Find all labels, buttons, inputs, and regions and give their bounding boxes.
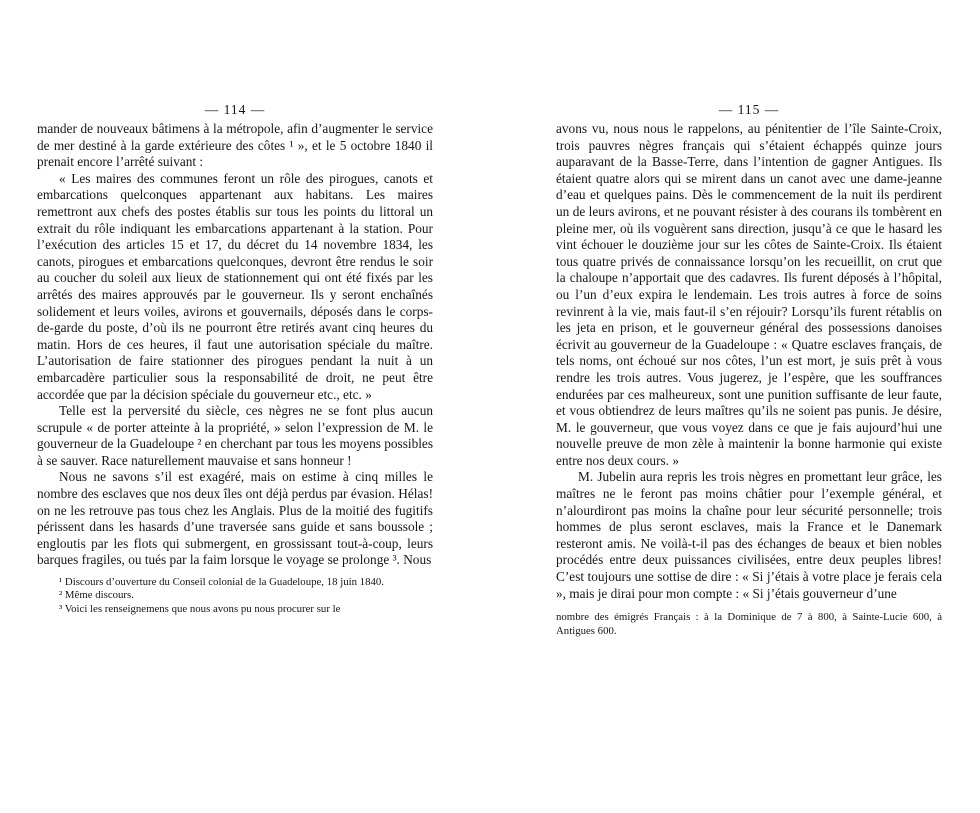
footnote: ² Même discours. (59, 589, 134, 602)
paragraph: Telle est la perversité du siècle, ces nègres ne se font plus aucun scrupule « de porter atteinte à la propriété, » selon l’expression de M. le gouverneur de la Guadeloupe ² en cherchant par tous les moyens possibles à se sauver. Race naturellement mauvaise et sans honneur ! (37, 403, 433, 468)
footnote: ¹ Discours d’ouverture du Conseil colonial de la Guadeloupe, 18 juin 1840. (59, 576, 384, 589)
right-page-body (556, 121, 942, 602)
paragraph: M. Jubelin aura repris les trois nègres en promettant leur grâce, les maîtres ne le feront pas moins châtier pour l’exemple général, et n’alourdiront pas moins la chaîne pour leur sécurité personnelle; trois hommes de plus seront esclaves, mais la France et le Danemark resteront amis. Ne voilà-t-il pas des échanges de beaux et bien nobles procédés entre deux puissances civilisées, entre deux peuples libres! C’est toujours une sottise de dire : « Si j’étais à votre place je ferais cela », mais je dirai pour mon compte : « Si j’étais gouverneur d’une (556, 469, 942, 601)
paragraph: Nous ne savons s’il est exagéré, mais on estime à cinq milles le nombre des esclaves que nos deux îles ont déjà perdus par évasion. Hélas! on ne les retrouve pas tous chez les Anglais. Plus de la moitié des fugitifs périssent dans les hasards d’une traversée sans guide et sans boussole ; engloutis par les flots qui submergent, en grossissant tout-à-coup, leurs barques fragiles, ou tués par la faim lorsque le voyage se prolonge ³. Nous (37, 469, 433, 568)
footnote: ³ Voici les renseignemens que nous avons pu nous procurer sur le (59, 602, 341, 615)
paragraph: avons vu, nous nous le rappelons, au pénitentier de l’île Sainte-Croix, trois pauvres nègres français qui s’étaient échappés quinze jours auparavant de la Basse-Terre, dans l’intention de gagner Antigues. Ils étaient quatre alors qui se mirent dans un canot avec une dame-jeanne d’eau et quelques pains. Dès le commencement de la nuit ils perdirent un de leurs avirons, et ne pouvant résister à des courans ils tombèrent en pleine mer, où ils voguèrent sans direction, jusqu’à ce que le hasard les vint échouer le douzième jour sur les côtes de Sainte-Croix. Ils étaient tous quatre privés de connaissance lorsqu’on les recueillit, on crut que la chaloupe n’apportait que des cadavres. Ils furent déposés à l’hôpital, ou l’un d’eux expira le lendemain. Les trois autres à force de soins revinrent à la vie, mais faut-il s’en réjouir? Lorsqu’ils furent rétablis on les jeta en prison, et le gouverneur général des possessions danoises écrivit au gouverneur de la Guadeloupe : « Quatre esclaves français, de tels noms, ont échoué sur nos côtes, l’un est mort, je suis prêt à vous rendre les trois autres. Vous jugerez, je l’espère, que les souffrances endurées par ces malheureux, sont une punition suffisante de leur faute, et vous obtiendrez de leurs maîtres qu’ils ne soient pas punis. Je désire, M. le gouverneur, que vous voyez dans ce que je fais aujourd’hui une nouvelle preuve de mon zèle à maintenir la bonne harmonie qui existe entre nos deux cours. » (556, 121, 942, 468)
paragraph: « Les maires des communes feront un rôle des pirogues, canots et embarcations quelconques appartenant aux habitans. Les maires remettront aux chefs des postes établis sur tous les points du littoral un extrait du rôle indiquant les embarcations appartenant à la station. Pour l’exécution des articles 15 et 17, du décret du 14 novembre 1834, les canots, pirogues et embarcations quelconques, devront être rendus le soir au coucher du soleil aux lieux de stationnement qui ont été fixés par les arrêtés des maires approuvés par le gouverneur. Ils y seront enchaînés solidement et leurs voiles, avirons et gouvernails, déposés dans le corps-de-garde du poste, d’où ils ne pourront être retirés avant cinq heures du matin. Hors de ces heures, il faut une autorisation spéciale du maître. L’autorisation de faire stationner des pirogues pendant la nuit à un embarcadère particulier sous la responsabilité de droit, ne peut être accordée que par la décision spéciale du gouverneur etc., etc. » (37, 170, 433, 402)
page-number-115: — 115 — (718, 102, 780, 117)
paragraph: mander de nouveaux bâtimens à la métropole, afin d’augmenter le service de mer destiné à la garde extérieure des côtes ¹ », et le 5 octobre 1840 il prenait encore l’arrêté suivant : (37, 121, 433, 170)
left-page-body (37, 121, 433, 569)
footnote: nombre des émigrés Français : à la Dominique de 7 à 800, à Sainte-Lucie 600, à Antigues 600. (556, 611, 942, 637)
right-page (556, 100, 942, 638)
page-number-114: — 114 — (204, 102, 266, 117)
right-footnotes (556, 611, 942, 638)
left-page (37, 100, 433, 616)
left-footnotes (37, 576, 433, 616)
